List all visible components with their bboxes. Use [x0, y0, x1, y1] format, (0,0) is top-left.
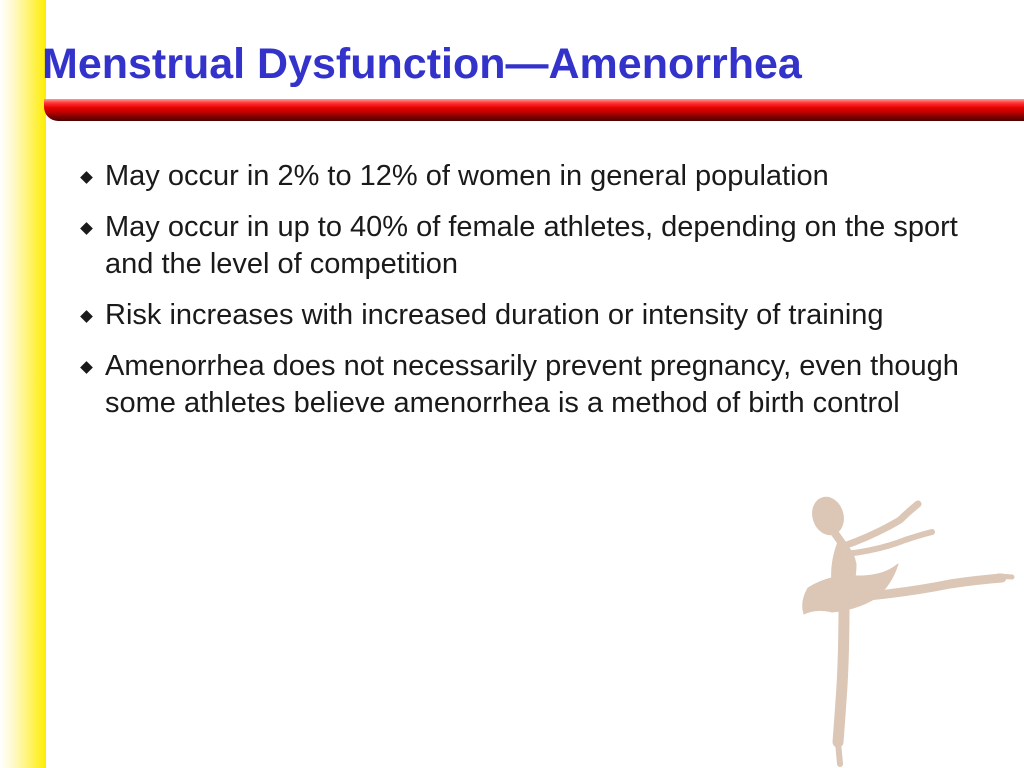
bullet-item [82, 297, 982, 334]
dancer-back-foot [998, 576, 1012, 577]
bullet-item [82, 158, 982, 195]
dancer-standing-leg [838, 606, 844, 742]
diamond-bullet-icon [80, 310, 93, 323]
left-accent-band [0, 0, 46, 768]
dancer-standing-foot [838, 742, 840, 764]
diamond-bullet-icon [80, 222, 93, 235]
dancer-head [808, 493, 848, 538]
diamond-bullet-icon [80, 361, 93, 374]
bullet-text: Amenorrhea does not necessarily prevent pregnancy, even though some athletes believe amenorrhea is a method of birth control [105, 350, 959, 419]
bullet-text: Risk increases with increased duration or intensity of training [105, 299, 884, 331]
ballerina-illustration [780, 480, 1020, 768]
diamond-bullet-icon [80, 171, 93, 184]
bullet-item [82, 348, 982, 422]
bullet-text: May occur in 2% to 12% of women in general population [105, 160, 829, 192]
bullet-item [82, 209, 982, 283]
slide-title: Menstrual Dysfunction—Amenorrhea [42, 40, 802, 88]
bullet-list [82, 158, 982, 436]
title-underline-bar [44, 99, 1024, 121]
bullet-text: May occur in up to 40% of female athletes, depending on the sport and the level of competition [105, 211, 958, 280]
